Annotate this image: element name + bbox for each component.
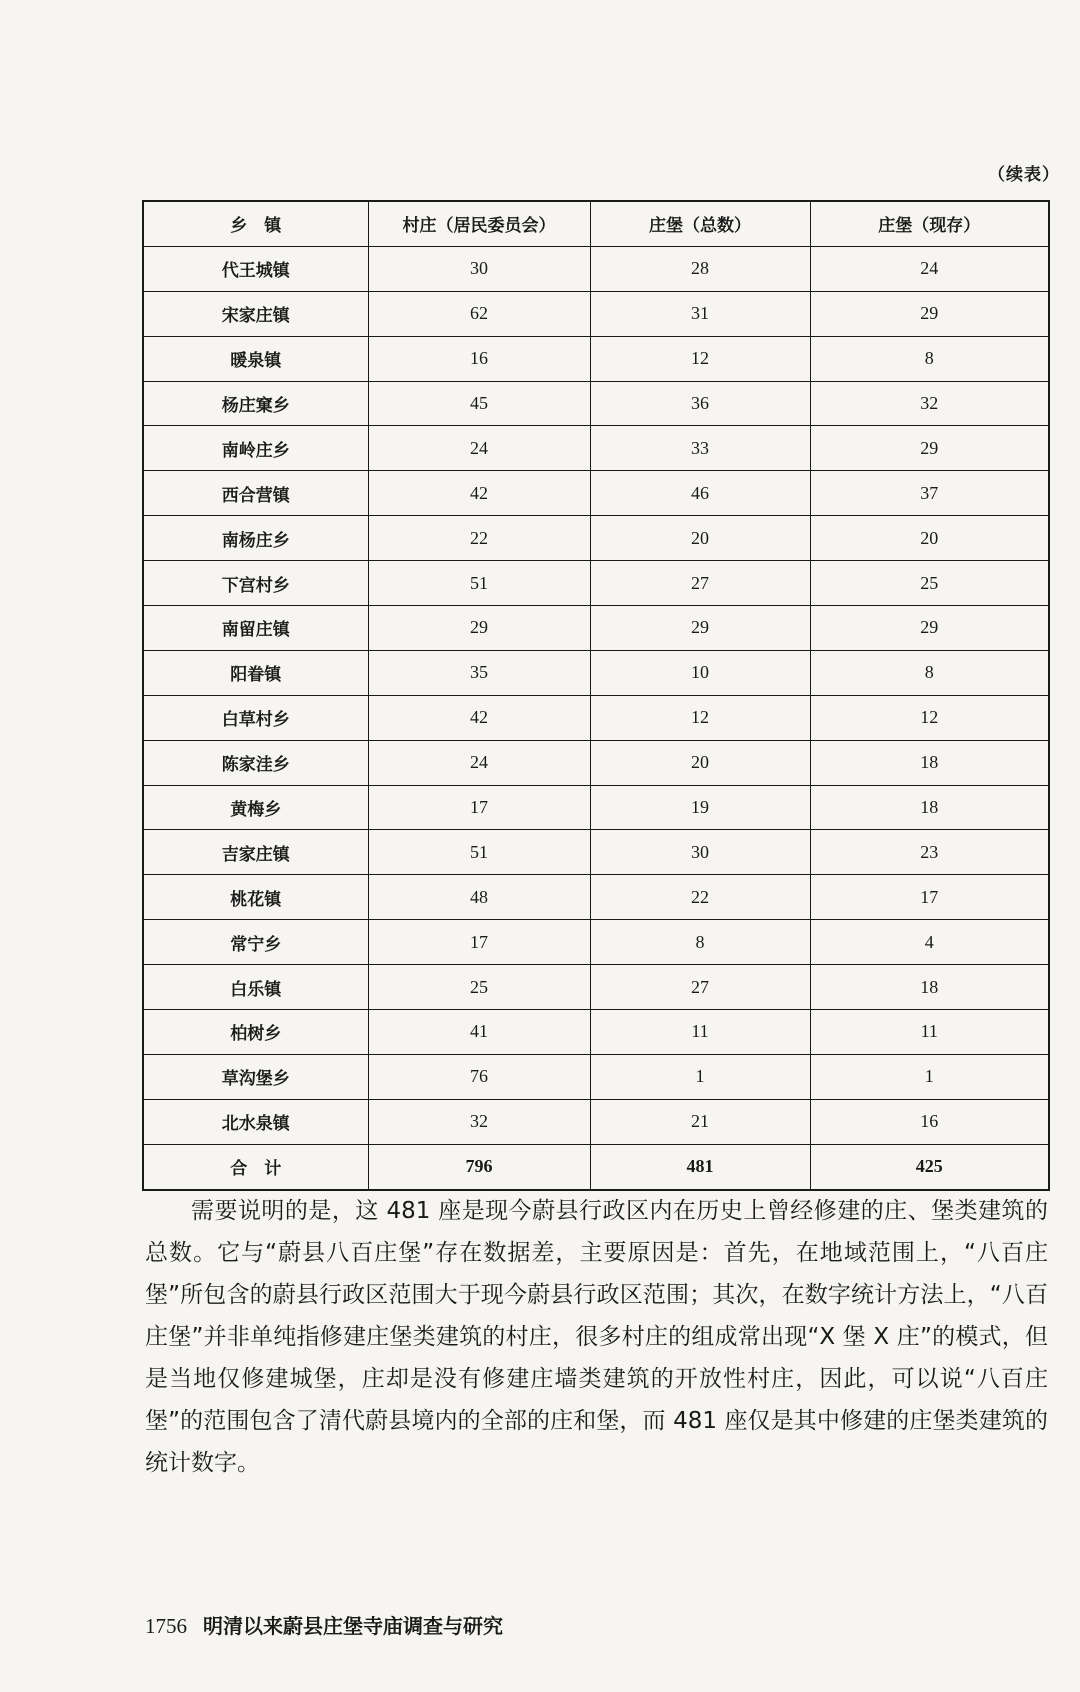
cell-town: 桃花镇 <box>143 875 368 920</box>
cell-villages: 51 <box>368 830 590 875</box>
table-row <box>143 965 1049 1010</box>
cell-town: 吉家庄镇 <box>143 830 368 875</box>
cell-villages: 45 <box>368 381 590 426</box>
cell-forts-total: 12 <box>590 336 810 381</box>
cell-town: 暖泉镇 <box>143 336 368 381</box>
cell-forts-existing: 29 <box>810 426 1049 471</box>
cell-forts-total: 1 <box>590 1054 810 1099</box>
cell-forts-total: 27 <box>590 561 810 606</box>
table-row <box>143 1054 1049 1099</box>
book-title: 明清以来蔚县庄堡寺庙调查与研究 <box>203 1614 503 1638</box>
cell-villages: 76 <box>368 1054 590 1099</box>
cell-town: 北水泉镇 <box>143 1099 368 1144</box>
cell-forts-total: 11 <box>590 1010 810 1055</box>
cell-forts-existing: 11 <box>810 1010 1049 1055</box>
cell-forts-total: 27 <box>590 965 810 1010</box>
cell-forts-total: 29 <box>590 606 810 651</box>
table-row <box>143 561 1049 606</box>
cell-town: 常宁乡 <box>143 920 368 965</box>
cell-town: 南岭庄乡 <box>143 426 368 471</box>
cell-forts-existing: 37 <box>810 471 1049 516</box>
cell-town: 南留庄镇 <box>143 606 368 651</box>
table-row <box>143 875 1049 920</box>
table-row <box>143 516 1049 561</box>
cell-forts-total: 21 <box>590 1099 810 1144</box>
cell-villages: 29 <box>368 606 590 651</box>
cell-forts-existing: 8 <box>810 336 1049 381</box>
cell-forts-total: 30 <box>590 830 810 875</box>
cell-forts-total: 33 <box>590 426 810 471</box>
cell-villages: 62 <box>368 291 590 336</box>
continued-table-label: （续表） <box>988 165 1060 185</box>
cell-forts-total: 12 <box>590 695 810 740</box>
cell-villages: 35 <box>368 650 590 695</box>
table-row <box>143 920 1049 965</box>
cell-forts-existing: 32 <box>810 381 1049 426</box>
page-footer <box>145 1610 503 1639</box>
cell-villages: 24 <box>368 740 590 785</box>
header-forts-existing: 庄堡（现存） <box>810 201 1049 246</box>
cell-forts-existing: 24 <box>810 246 1049 291</box>
page-number: 1756 <box>145 1614 187 1638</box>
cell-town: 杨庄窠乡 <box>143 381 368 426</box>
cell-forts-existing: 1 <box>810 1054 1049 1099</box>
cell-forts-existing: 16 <box>810 1099 1049 1144</box>
cell-forts-total: 22 <box>590 875 810 920</box>
total-forts-existing: 425 <box>810 1144 1049 1189</box>
cell-forts-total: 31 <box>590 291 810 336</box>
cell-town: 白乐镇 <box>143 965 368 1010</box>
table-row <box>143 740 1049 785</box>
table-row <box>143 246 1049 291</box>
cell-forts-total: 36 <box>590 381 810 426</box>
cell-town: 白草村乡 <box>143 695 368 740</box>
total-forts-total: 481 <box>590 1144 810 1189</box>
cell-town: 西合营镇 <box>143 471 368 516</box>
cell-forts-existing: 23 <box>810 830 1049 875</box>
cell-town: 陈家洼乡 <box>143 740 368 785</box>
table-row <box>143 291 1049 336</box>
table-total-row <box>143 1144 1049 1189</box>
table-row <box>143 336 1049 381</box>
explanatory-paragraph: 需要说明的是，这 481 座是现今蔚县行政区内在历史上曾经修建的庄、堡类建筑的总数。它与“蔚县八百庄堡”存在数据差，主要原因是：首先，在地域范围上，“八百庄堡”所包含的蔚县行政区范围大于现今蔚县行政区范围；其次，在数字统计方法上，“八百庄堡”并非单纯指修建庄堡类建筑的村庄，很多村庄的组成常出现“X 堡 X 庄”的模式，但是当地仅修建城堡，庄却是没有修建庄墙类建筑的开放性村庄，因此，可以说“八百庄堡”的范围包含了清代蔚县境内的全部的庄和堡，而 481 座仅是其中修建的庄堡类建筑的统计数字。 <box>145 1198 1048 1476</box>
table-row <box>143 830 1049 875</box>
cell-forts-total: 28 <box>590 246 810 291</box>
cell-forts-existing: 8 <box>810 650 1049 695</box>
cell-forts-existing: 29 <box>810 291 1049 336</box>
cell-villages: 24 <box>368 426 590 471</box>
cell-forts-total: 19 <box>590 785 810 830</box>
cell-town: 代王城镇 <box>143 246 368 291</box>
table-header-row <box>143 201 1049 246</box>
total-label: 合 计 <box>143 1144 368 1189</box>
cell-villages: 25 <box>368 965 590 1010</box>
cell-town: 草沟堡乡 <box>143 1054 368 1099</box>
table-row <box>143 650 1049 695</box>
cell-forts-total: 10 <box>590 650 810 695</box>
cell-villages: 48 <box>368 875 590 920</box>
cell-villages: 16 <box>368 336 590 381</box>
table-row <box>143 381 1049 426</box>
header-villages: 村庄（居民委员会） <box>368 201 590 246</box>
cell-forts-existing: 25 <box>810 561 1049 606</box>
cell-forts-total: 46 <box>590 471 810 516</box>
cell-forts-existing: 12 <box>810 695 1049 740</box>
cell-forts-existing: 4 <box>810 920 1049 965</box>
total-villages: 796 <box>368 1144 590 1189</box>
cell-villages: 32 <box>368 1099 590 1144</box>
cell-forts-existing: 18 <box>810 785 1049 830</box>
cell-town: 黄梅乡 <box>143 785 368 830</box>
cell-villages: 42 <box>368 695 590 740</box>
cell-forts-total: 20 <box>590 740 810 785</box>
table-row <box>143 426 1049 471</box>
cell-forts-existing: 29 <box>810 606 1049 651</box>
table-row <box>143 785 1049 830</box>
cell-villages: 51 <box>368 561 590 606</box>
header-forts-total: 庄堡（总数） <box>590 201 810 246</box>
cell-villages: 42 <box>368 471 590 516</box>
cell-town: 柏树乡 <box>143 1010 368 1055</box>
cell-forts-existing: 17 <box>810 875 1049 920</box>
table-row <box>143 695 1049 740</box>
cell-villages: 30 <box>368 246 590 291</box>
cell-forts-existing: 18 <box>810 965 1049 1010</box>
cell-town: 下宫村乡 <box>143 561 368 606</box>
header-town: 乡 镇 <box>143 201 368 246</box>
table-row <box>143 1099 1049 1144</box>
cell-forts-total: 20 <box>590 516 810 561</box>
cell-villages: 17 <box>368 785 590 830</box>
cell-town: 南杨庄乡 <box>143 516 368 561</box>
table-row <box>143 606 1049 651</box>
cell-town: 宋家庄镇 <box>143 291 368 336</box>
table-row <box>143 1010 1049 1055</box>
table-body <box>143 246 1049 1189</box>
cell-forts-existing: 20 <box>810 516 1049 561</box>
cell-villages: 17 <box>368 920 590 965</box>
table-row <box>143 471 1049 516</box>
cell-forts-total: 8 <box>590 920 810 965</box>
cell-forts-existing: 18 <box>810 740 1049 785</box>
cell-villages: 41 <box>368 1010 590 1055</box>
village-fort-table <box>142 200 1050 1191</box>
cell-town: 阳眷镇 <box>143 650 368 695</box>
cell-villages: 22 <box>368 516 590 561</box>
